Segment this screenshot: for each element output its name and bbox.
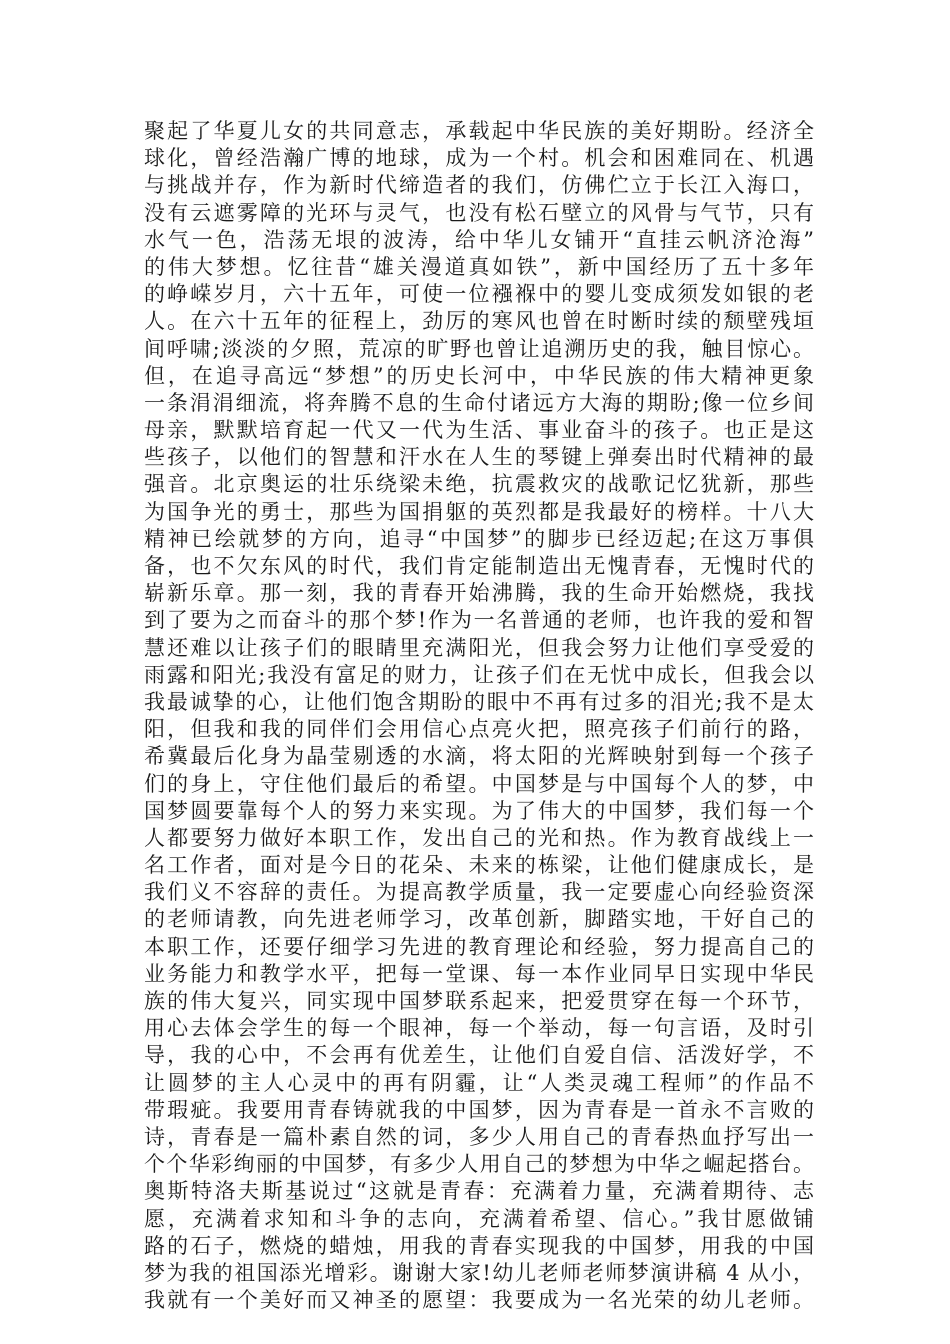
text-line: 我最诚挚的心，让他们饱含期盼的眼中不再有过多的泪光;我不是太	[144, 689, 814, 714]
text-line: 雨露和阳光;我没有富足的财力，让孩子们在无忧中成长，但我会以	[144, 662, 814, 687]
text-line: 奥斯特洛夫斯基说过“这就是青春：充满着力量，充满着期待、志	[144, 1179, 814, 1204]
text-line: 我就有一个美好而又神圣的愿望：我要成为一名光荣的幼儿老师。	[144, 1288, 814, 1313]
text-line: 为国争光的勇士，那些为国捐躯的英烈都是我最好的榜样。十八大	[144, 499, 814, 524]
text-line: 我们义不容辞的责任。为提高教学质量，我一定要虚心向经验资深	[144, 880, 814, 905]
text-line: 业务能力和教学水平，把每一堂课、每一本作业同早日实现中华民	[144, 961, 814, 986]
text-line: 到了要为之而奋斗的那个梦!作为一名普通的老师，也许我的爱和智	[144, 608, 814, 633]
text-line: 名工作者，面对是今日的花朵、未来的栋梁，让他们健康成长，是	[144, 853, 814, 878]
text-line: 的伟大梦想。忆往昔“雄关漫道真如铁”，新中国经历了五十多年	[144, 254, 814, 279]
text-line: 球化，曾经浩瀚广博的地球，成为一个村。机会和困难同在、机遇	[144, 146, 814, 171]
text-line: 人都要努力做好本职工作，发出自己的光和热。作为教育战线上一	[144, 825, 814, 850]
text-line: 们的身上，守住他们最后的希望。中国梦是与中国每个人的梦，中	[144, 771, 814, 796]
text-line: 的峥嵘岁月，六十五年，可使一位襁褓中的婴儿变成须发如银的老	[144, 282, 814, 307]
text-line: 导，我的心中，不会再有优差生，让他们自爱自信、活泼好学，不	[144, 1043, 814, 1068]
text-line: 的老师请教，向先进老师学习，改革创新，脚踏实地，干好自己的	[144, 907, 814, 932]
text-line: 希冀最后化身为晶莹剔透的水滴，将太阳的光辉映射到每一个孩子	[144, 744, 814, 769]
text-line: 国梦圆要靠每个人的努力来实现。为了伟大的中国梦，我们每一个	[144, 798, 814, 823]
text-line: 些孩子，以他们的智慧和汗水在人生的琴键上弹奏出时代精神的最	[144, 445, 814, 470]
text-line: 慧还难以让孩子们的眼睛里充满阳光，但我会努力让他们享受爱的	[144, 635, 814, 660]
text-line: 人。在六十五年的征程上，劲厉的寒风也曾在时断时续的颓壁残垣	[144, 309, 814, 334]
text-line: 水气一色，浩荡无垠的波涛，给中华儿女铺开“直挂云帆济沧海”	[144, 227, 814, 252]
text-line: 愿，充满着求知和斗争的志向，充满着希望、信心。”我甘愿做铺	[144, 1206, 814, 1231]
text-line: 阳，但我和我的同伴们会用信心点亮火把，照亮孩子们前行的路，	[144, 717, 814, 742]
text-line: 聚起了华夏儿女的共同意志，承载起中华民族的美好期盼。经济全	[144, 119, 814, 143]
text-line: 但，在追寻高远“梦想”的历史长河中，中华民族的伟大精神更象	[144, 363, 814, 388]
text-line: 用心去体会学生的每一个眼神，每一个举动，每一句言语，及时引	[144, 1016, 814, 1041]
text-line: 崭新乐章。那一刻，我的青春开始沸腾，我的生命开始燃烧，我找	[144, 581, 814, 606]
text-line: 个个华彩绚丽的中国梦，有多少人用自己的梦想为中华之崛起搭台。	[144, 1152, 814, 1177]
text-line: 带瑕疵。我要用青春铸就我的中国梦，因为青春是一首永不言败的	[144, 1097, 814, 1122]
text-line: 本职工作，还要仔细学习先进的教育理论和经验，努力提高自己的	[144, 934, 814, 959]
body-text	[144, 118, 814, 1314]
text-line: 让圆梦的主人心灵中的再有阴霾，让“人类灵魂工程师”的作品不	[144, 1070, 814, 1095]
text-line: 一条涓涓细流，将奔腾不息的生命付诸远方大海的期盼;像一位乡间	[144, 390, 814, 415]
text-line: 诗，青春是一篇朴素自然的词，多少人用自己的青春热血抒写出一	[144, 1124, 814, 1149]
text-line: 强音。北京奥运的壮乐绕梁未绝，抗震救灾的战歌记忆犹新，那些	[144, 472, 814, 497]
text-line: 没有云遮雾障的光环与灵气，也没有松石壁立的风骨与气节，只有	[144, 200, 814, 225]
text-line: 与挑战并存，作为新时代缔造者的我们，仿佛伫立于长江入海口，	[144, 173, 814, 198]
text-line: 路的石子，燃烧的蜡烛，用我的青春实现我的中国梦，用我的中国	[144, 1233, 814, 1258]
text-line: 间呼啸;淡淡的夕照，荒凉的旷野也曾让追溯历史的我，触目惊心。	[144, 336, 814, 361]
text-line: 备，也不欠东风的时代，我们肯定能制造出无愧青春，无愧时代的	[144, 554, 814, 578]
text-line: 精神已绘就梦的方向，追寻“中国梦”的脚步已经迈起;在这万事俱	[144, 526, 814, 551]
text-line: 梦为我的祖国添光增彩。谢谢大家!幼儿老师老师梦演讲稿 4 从小，	[144, 1260, 814, 1285]
text-line: 母亲，默默培育起一代又一代为生活、事业奋斗的孩子。也正是这	[144, 418, 814, 443]
text-line: 族的伟大复兴，同实现中国梦联系起来，把爱贯穿在每一个环节，	[144, 989, 814, 1013]
